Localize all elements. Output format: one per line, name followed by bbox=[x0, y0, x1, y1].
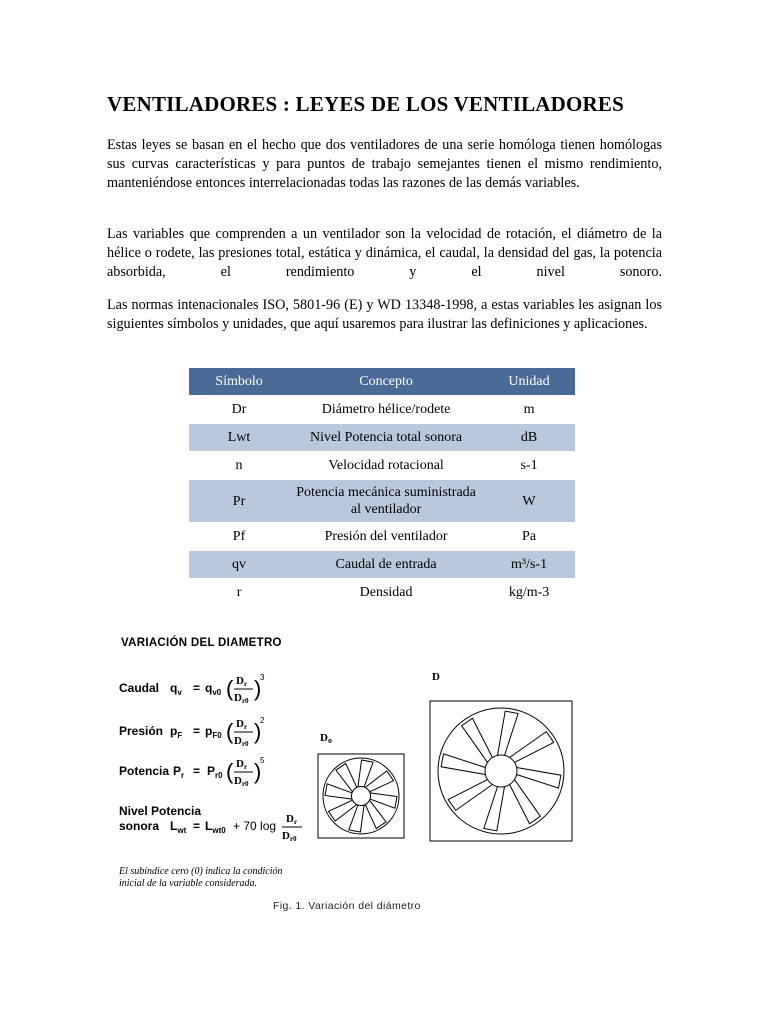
fan-blade bbox=[365, 800, 386, 828]
formula-potencia-label: Potencia bbox=[119, 764, 170, 778]
svg-text:Lwt0: $L_{wt0}$ bbox=[205, 819, 226, 835]
cell-unit: m³/s-1 bbox=[483, 551, 575, 579]
cell-symbol: qv bbox=[189, 551, 289, 579]
table-row bbox=[189, 523, 575, 551]
svg-text:Dr: Dr bbox=[236, 718, 248, 731]
formula-caudal bbox=[119, 673, 265, 705]
paragraph-norms: Las normas intenacionales ISO, 5801-96 (E) y WD 13348-1998, a estas variables les asignan los siguientes símbolos y unidades, que aquí usaremos para ilustrar las definiciones y aplicaciones. bbox=[107, 297, 662, 332]
figure-note-line-2: inicial de la variable considerada. bbox=[119, 878, 258, 889]
large-fan-drawing bbox=[430, 701, 572, 841]
svg-text:Lwt: $L_{wt}$ bbox=[170, 819, 187, 835]
svg-text:Dr: Dr bbox=[236, 675, 248, 688]
svg-text:Dr0: Dr0 bbox=[234, 692, 249, 705]
cell-concept: Potencia mecánica suministrada al ventilador bbox=[289, 480, 483, 523]
svg-text:3: 3 bbox=[260, 673, 265, 682]
svg-text:qv0: $q_{v0}$ bbox=[205, 681, 222, 697]
formula-presion bbox=[119, 716, 265, 748]
cell-symbol: Dr bbox=[189, 396, 289, 424]
header-concepto: Concepto bbox=[289, 368, 483, 396]
large-fan-label: D bbox=[432, 671, 440, 683]
figure-note-line-1: El subíndice cero (0) indica la condición bbox=[119, 866, 283, 877]
table-row bbox=[189, 396, 575, 424]
svg-text:Dr0: Dr0 bbox=[234, 735, 249, 748]
paragraph-intro: Estas leyes se basan en el hecho que dos ventiladores de una serie homóloga tienen homólogas sus curvas características y para puntos de trabajo semejantes tienen el mismo rendimiento, manteniéndose entonces interrelacionadas todas las razones de las demás variables. bbox=[107, 137, 662, 191]
figure-heading: VARIACIÓN DEL DIAMETRO bbox=[121, 637, 282, 649]
figure-caption: Fig. 1. Variación del diámetro bbox=[273, 900, 421, 912]
fan-blade bbox=[448, 780, 492, 811]
formula-caudal-label: Caudal bbox=[119, 681, 160, 695]
svg-text:=: = bbox=[193, 681, 201, 695]
cell-symbol: Pf bbox=[189, 523, 289, 551]
svg-text:=: = bbox=[193, 819, 201, 833]
svg-text:=: = bbox=[193, 724, 201, 738]
cell-concept: Presión del ventilador bbox=[289, 523, 483, 551]
large-fan-blades bbox=[441, 711, 561, 831]
svg-text:Dr: Dr bbox=[286, 813, 298, 826]
small-fan-blades bbox=[325, 760, 397, 832]
cell-symbol: Lwt bbox=[189, 424, 289, 452]
cell-symbol: n bbox=[189, 452, 289, 480]
svg-text:=: = bbox=[193, 764, 201, 778]
table-row bbox=[189, 452, 575, 480]
svg-text:2: 2 bbox=[260, 716, 265, 725]
cell-concept: Diámetro hélice/rodete bbox=[289, 396, 483, 424]
diameter-variation-figure bbox=[0, 620, 768, 920]
formula-nivel-label-2: sonora bbox=[119, 819, 160, 833]
svg-text:Pr: $P_r$ bbox=[173, 764, 185, 780]
fan-blade bbox=[336, 763, 357, 791]
svg-text:(: ( bbox=[226, 676, 234, 701]
fan-blade bbox=[517, 768, 561, 789]
table-header-row bbox=[189, 368, 575, 396]
header-simbolo: Símbolo bbox=[189, 368, 289, 396]
small-fan-drawing bbox=[318, 754, 404, 838]
formula-presion-label: Presión bbox=[119, 724, 164, 738]
formula-nivel-label-1: Nivel Potencia bbox=[119, 804, 202, 818]
header-unidad: Unidad bbox=[483, 368, 575, 396]
cell-concept: Densidad bbox=[289, 579, 483, 607]
figure-note bbox=[119, 866, 282, 890]
formula-potencia bbox=[119, 756, 265, 788]
cell-concept: Velocidad rotacional bbox=[289, 452, 483, 480]
svg-text:qv: $q_v$ bbox=[170, 681, 182, 697]
small-fan-label: Do bbox=[320, 732, 332, 745]
paragraph-variables: Las variables que comprenden a un ventilador son la velocidad de rotación, el diámetro de la hélice o rodete, las presiones total, estática y dinámica, el caudal, la densidad del gas, la potencia absorbida, el rendimiento y el nivel sonoro. bbox=[107, 226, 662, 280]
svg-text:): ) bbox=[254, 759, 262, 784]
cell-unit: W bbox=[483, 480, 575, 523]
table-row bbox=[189, 551, 575, 579]
fan-blade bbox=[462, 718, 493, 762]
svg-text:Dr0: Dr0 bbox=[282, 830, 297, 843]
fan-blade bbox=[328, 800, 356, 821]
cell-symbol: r bbox=[189, 579, 289, 607]
cell-symbol: Pr bbox=[189, 480, 289, 523]
cell-unit: s-1 bbox=[483, 452, 575, 480]
cell-unit: dB bbox=[483, 424, 575, 452]
svg-text:pF0: $p_{F0}$ bbox=[205, 724, 222, 740]
cell-unit: Pa bbox=[483, 523, 575, 551]
symbols-table bbox=[189, 368, 575, 606]
svg-text:5: 5 bbox=[260, 756, 265, 765]
svg-text:(: ( bbox=[226, 719, 234, 744]
cell-unit: kg/m-3 bbox=[483, 579, 575, 607]
formula-nivel-sonoro bbox=[119, 804, 302, 843]
fan-blade bbox=[510, 732, 554, 763]
cell-unit: m bbox=[483, 396, 575, 424]
table-row bbox=[189, 579, 575, 607]
table-row bbox=[189, 424, 575, 452]
svg-text:Dr: Dr bbox=[236, 758, 248, 771]
fan-blade bbox=[441, 754, 485, 775]
svg-text:Dr0: Dr0 bbox=[234, 775, 249, 788]
fan-blade bbox=[484, 787, 505, 831]
fan-blade bbox=[365, 771, 393, 792]
svg-text:Pr0: $P_{r0}$ bbox=[207, 764, 223, 780]
svg-text:+ 70 log: + 70 log bbox=[233, 819, 277, 833]
page-title: VENTILADORES : LEYES DE LOS VENTILADORES bbox=[107, 92, 625, 116]
cell-concept: Caudal de entrada bbox=[289, 551, 483, 579]
svg-text:(: ( bbox=[226, 759, 234, 784]
fan-blade bbox=[498, 711, 519, 755]
fan-blade bbox=[510, 780, 541, 824]
svg-text:): ) bbox=[254, 676, 262, 701]
svg-text:pF: $p_F$ bbox=[170, 724, 183, 740]
svg-text:): ) bbox=[254, 719, 262, 744]
cell-concept: Nivel Potencia total sonora bbox=[289, 424, 483, 452]
table-row bbox=[189, 480, 575, 523]
